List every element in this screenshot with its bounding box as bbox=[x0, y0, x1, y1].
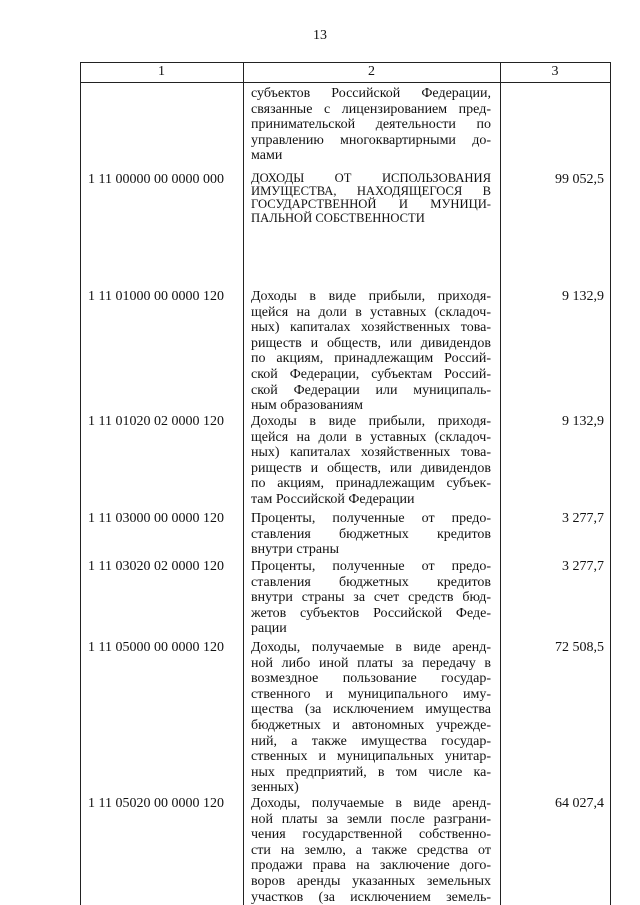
description-line: ной платы за земли после разграни- bbox=[251, 811, 491, 827]
column-divider-2 bbox=[500, 62, 501, 905]
revenue-table bbox=[80, 62, 612, 905]
description-line: участков (за исключением земель- bbox=[251, 889, 491, 905]
description-line: рации bbox=[251, 621, 287, 637]
row-description bbox=[251, 640, 491, 796]
row-code: 1 11 03000 00 0000 120 bbox=[88, 511, 224, 526]
description-line: ственных и муниципальных унитар- bbox=[251, 749, 491, 765]
description-line: ных) капиталах хозяйственных това- bbox=[251, 445, 491, 461]
row-code: 1 11 05020 00 0000 120 bbox=[88, 796, 224, 811]
description-line: по акциям, принадлежащим Россий- bbox=[251, 351, 491, 367]
description-line: принимательской деятельности по bbox=[251, 117, 491, 133]
description-line: щейся на доли в уставных (складоч- bbox=[251, 429, 491, 445]
description-line: ГОСУДАРСТВЕННОЙ И МУНИЦИ- bbox=[251, 197, 491, 212]
description-line: воров аренды указанных земельных bbox=[251, 873, 491, 889]
row-description bbox=[251, 414, 491, 508]
row-description bbox=[251, 511, 491, 558]
description-line: внутри страны bbox=[251, 542, 339, 558]
header-col-1: 1 bbox=[158, 64, 165, 79]
row-amount: 3 277,7 bbox=[562, 559, 604, 574]
row-amount: 9 132,9 bbox=[562, 414, 604, 429]
description-line: возмездное пользование государ- bbox=[251, 671, 491, 687]
row-amount: 99 052,5 bbox=[555, 172, 604, 187]
description-line: Доходы в виде прибыли, приходя- bbox=[251, 289, 491, 304]
description-line: ных) капиталах хозяйственных това- bbox=[251, 320, 491, 336]
row-description bbox=[251, 86, 491, 164]
description-line: Проценты, полученные от предо- bbox=[251, 559, 491, 574]
row-description bbox=[251, 289, 491, 414]
description-line: сти на землю, а также средства от bbox=[251, 842, 491, 858]
description-line: ной либо иной платы за передачу в bbox=[251, 655, 491, 671]
description-line: щейся на доли в уставных (складоч- bbox=[251, 304, 491, 320]
description-line: продажи права на заключение дого- bbox=[251, 858, 491, 874]
row-code: 1 11 05000 00 0000 120 bbox=[88, 640, 224, 655]
description-line: ской Федерации, субъектам Россий- bbox=[251, 366, 491, 382]
description-line: ДОХОДЫ ОТ ИСПОЛЬЗОВАНИЯ bbox=[251, 171, 491, 185]
description-line: ской Федерации или муниципаль- bbox=[251, 382, 491, 398]
description-line: щества (за исключением имущества bbox=[251, 702, 491, 718]
description-line: риществ и обществ, или дивидендов bbox=[251, 335, 491, 351]
row-code: 1 11 00000 00 0000 000 bbox=[88, 172, 224, 187]
description-line: Доходы, получаемые в виде аренд- bbox=[251, 640, 491, 655]
table-border-left bbox=[80, 62, 81, 905]
row-description bbox=[251, 172, 491, 225]
description-line: там Российской Федерации bbox=[251, 491, 415, 507]
description-line: чения государственной собственно- bbox=[251, 827, 491, 843]
header-col-2: 2 bbox=[368, 64, 375, 79]
row-amount: 64 027,4 bbox=[555, 796, 604, 811]
description-line: ний, а также имущества государ- bbox=[251, 733, 491, 749]
description-line: субъектов Российской Федерации, bbox=[251, 86, 491, 101]
description-line: ных предприятий, в том числе ка- bbox=[251, 764, 491, 780]
description-line: Доходы, получаемые в виде аренд- bbox=[251, 796, 491, 811]
description-line: ставления бюджетных кредитов bbox=[251, 526, 491, 542]
description-line: Доходы в виде прибыли, приходя- bbox=[251, 414, 491, 429]
description-line: бюджетных и автономных учрежде- bbox=[251, 717, 491, 733]
description-line: внутри страны за счет средств бюд- bbox=[251, 590, 491, 606]
row-description bbox=[251, 559, 491, 637]
row-description bbox=[251, 796, 491, 905]
description-line: ПАЛЬНОЙ СОБСТВЕННОСТИ bbox=[251, 210, 425, 225]
row-code: 1 11 01000 00 0000 120 bbox=[88, 289, 224, 304]
row-amount: 3 277,7 bbox=[562, 511, 604, 526]
description-line: Проценты, полученные от предо- bbox=[251, 511, 491, 526]
description-line: риществ и обществ, или дивидендов bbox=[251, 460, 491, 476]
description-line: управлению многоквартирными до- bbox=[251, 132, 491, 148]
description-line: по акциям, принадлежащим субъек- bbox=[251, 476, 491, 492]
column-divider-1 bbox=[243, 62, 244, 905]
description-line: ным образованиям bbox=[251, 398, 363, 414]
description-line: жетов субъектов Российской Феде- bbox=[251, 605, 491, 621]
row-code: 1 11 01020 02 0000 120 bbox=[88, 414, 224, 429]
row-code: 1 11 03020 02 0000 120 bbox=[88, 559, 224, 574]
description-line: ставления бюджетных кредитов bbox=[251, 574, 491, 590]
description-line: мами bbox=[251, 148, 283, 164]
header-col-3: 3 bbox=[551, 64, 559, 79]
row-amount: 9 132,9 bbox=[562, 289, 604, 304]
description-line: ИМУЩЕСТВА, НАХОДЯЩЕГОСЯ В bbox=[251, 184, 491, 199]
page-number: 13 bbox=[313, 28, 327, 43]
description-line: ственного и муниципального иму- bbox=[251, 686, 491, 702]
row-amount: 72 508,5 bbox=[555, 640, 604, 655]
description-line: зенных) bbox=[251, 780, 299, 796]
description-line: связанные с лицензированием пред- bbox=[251, 101, 491, 117]
table-border-right bbox=[610, 62, 611, 905]
